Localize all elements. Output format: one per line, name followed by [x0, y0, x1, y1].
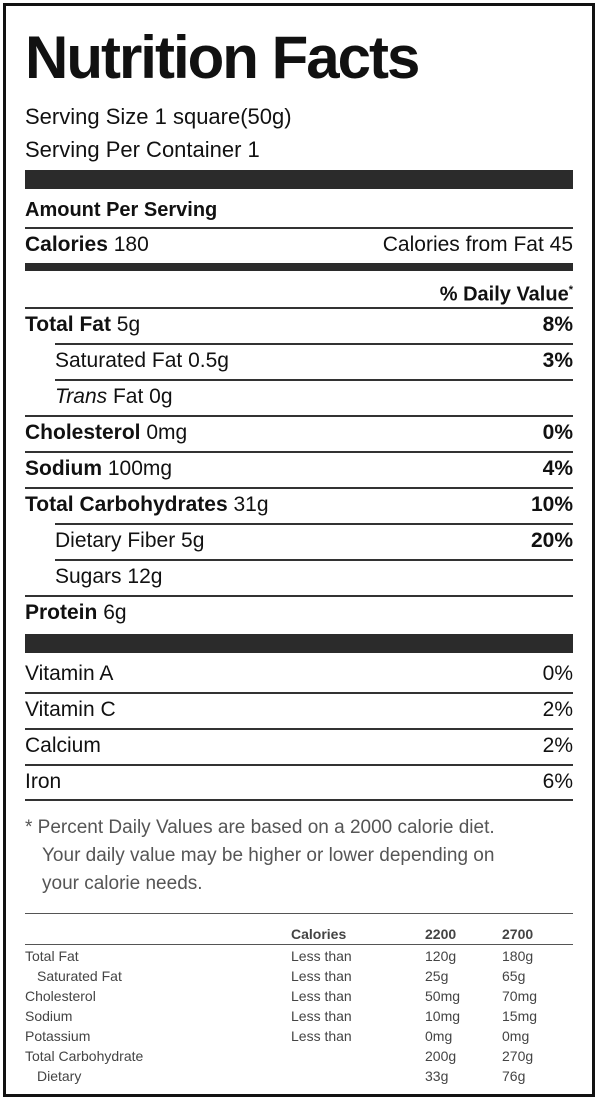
footnote: [25, 814, 573, 898]
serving-size: Serving Size 1 square(50g): [25, 104, 292, 129]
nutrient-dv: 4%: [542, 457, 573, 480]
table-row: Potassium Less than 0mg 0mg: [25, 1028, 530, 1044]
nutrient-dv: 3%: [542, 349, 573, 372]
nutrient-label: Total Carbohydrates: [25, 493, 228, 516]
nutrient-label: Dietary Fiber: [55, 529, 176, 552]
table-row: Cholesterol Less than 50mg 70mg: [25, 988, 538, 1004]
nutrient-label: Sodium: [25, 457, 102, 480]
calories-from-fat: Calories from Fat 45: [382, 233, 573, 256]
nutrient-amount: 6g: [103, 601, 127, 624]
vitamin-dv: 6%: [542, 770, 573, 793]
medium-divider: [25, 263, 573, 271]
nutrient-dv: 10%: [530, 493, 573, 516]
nutrient-row-sugars: [25, 560, 573, 594]
nutrient-label: Trans: [55, 385, 108, 408]
table-row: Sodium Less than 10mg 15mg: [25, 1008, 538, 1024]
table-row: Total Carbohydrate 200g 270g: [25, 1048, 534, 1064]
calories-label: Calories: [25, 233, 108, 256]
nutrient-dv: 20%: [530, 529, 573, 552]
nutrient-row-cholesterol: [25, 416, 573, 450]
nutrient-row-dietary-fiber: [25, 524, 573, 558]
daily-value-mark: *: [568, 284, 573, 296]
servings-per-container: Serving Per Container 1: [25, 137, 260, 162]
nutrition-label-content: [25, 6, 573, 1094]
amount-per-serving: Amount Per Serving: [25, 199, 218, 221]
reference-table-header: Calories 2200 2700: [291, 926, 534, 942]
nutrient-amount: 100mg: [107, 457, 173, 480]
calories-value: 180: [113, 233, 149, 256]
nutrition-label: [3, 3, 595, 1097]
vitamin-label: Vitamin C: [25, 698, 116, 721]
nutrient-amount: 0mg: [146, 421, 188, 444]
vitamin-label: Calcium: [25, 734, 101, 757]
table-row: Saturated Fat Less than 25g 65g: [37, 968, 526, 984]
table-row: Dietary 33g 76g: [37, 1068, 526, 1084]
footnote-line: your calorie needs.: [42, 873, 203, 894]
divider: [25, 799, 573, 801]
nutrient-label: Saturated Fat: [55, 349, 183, 372]
vitamin-row-vitamin-c: [25, 693, 573, 727]
nutrient-row-protein: [25, 596, 573, 630]
nutrient-row-saturated-fat: [25, 344, 573, 378]
vitamin-row-iron: [25, 765, 573, 799]
vitamin-label: Vitamin A: [25, 662, 114, 685]
thick-divider: [25, 634, 573, 653]
divider: [25, 913, 573, 914]
nutrient-amount: 31g: [233, 493, 269, 516]
label-title: Nutrition Facts: [25, 24, 419, 91]
nutrient-amount: 0g: [149, 385, 173, 408]
footnote-line: * Percent Daily Values are based on a 2000 calorie diet.: [25, 817, 495, 838]
thick-divider: [25, 170, 573, 189]
vitamin-dv: 2%: [542, 698, 573, 721]
nutrient-row-total-carbohydrates: [25, 488, 573, 522]
nutrient-amount: 5g: [181, 529, 205, 552]
vitamin-dv: 2%: [542, 734, 573, 757]
calories-row: [25, 228, 573, 262]
nutrient-row-trans-fat: Trans Fat 0g: [55, 385, 173, 408]
footnote-line: Your daily value may be higher or lower depending on: [42, 845, 495, 866]
nutrient-row-total-fat: [25, 308, 573, 342]
nutrient-row-sodium: [25, 452, 573, 486]
divider: [25, 944, 573, 945]
vitamin-dv: 0%: [542, 662, 573, 685]
nutrient-dv: 0%: [542, 421, 573, 444]
table-row: Total Fat Less than 120g 180g: [25, 948, 534, 964]
nutrient-amount: 0.5g: [188, 349, 229, 372]
nutrient-label: Total Fat: [25, 313, 111, 336]
vitamin-label: Iron: [25, 770, 62, 793]
vitamin-row-calcium: [25, 729, 573, 763]
vitamin-row-vitamin-a: [25, 657, 573, 691]
nutrient-amount: 12g: [127, 565, 163, 588]
nutrient-label: Cholesterol: [25, 421, 141, 444]
nutrient-label: Sugars: [55, 565, 122, 588]
nutrient-amount: 5g: [116, 313, 141, 336]
nutrient-label: Protein: [25, 601, 98, 624]
daily-value-header: % Daily Value*: [439, 283, 573, 306]
nutrient-dv: 8%: [542, 313, 573, 336]
